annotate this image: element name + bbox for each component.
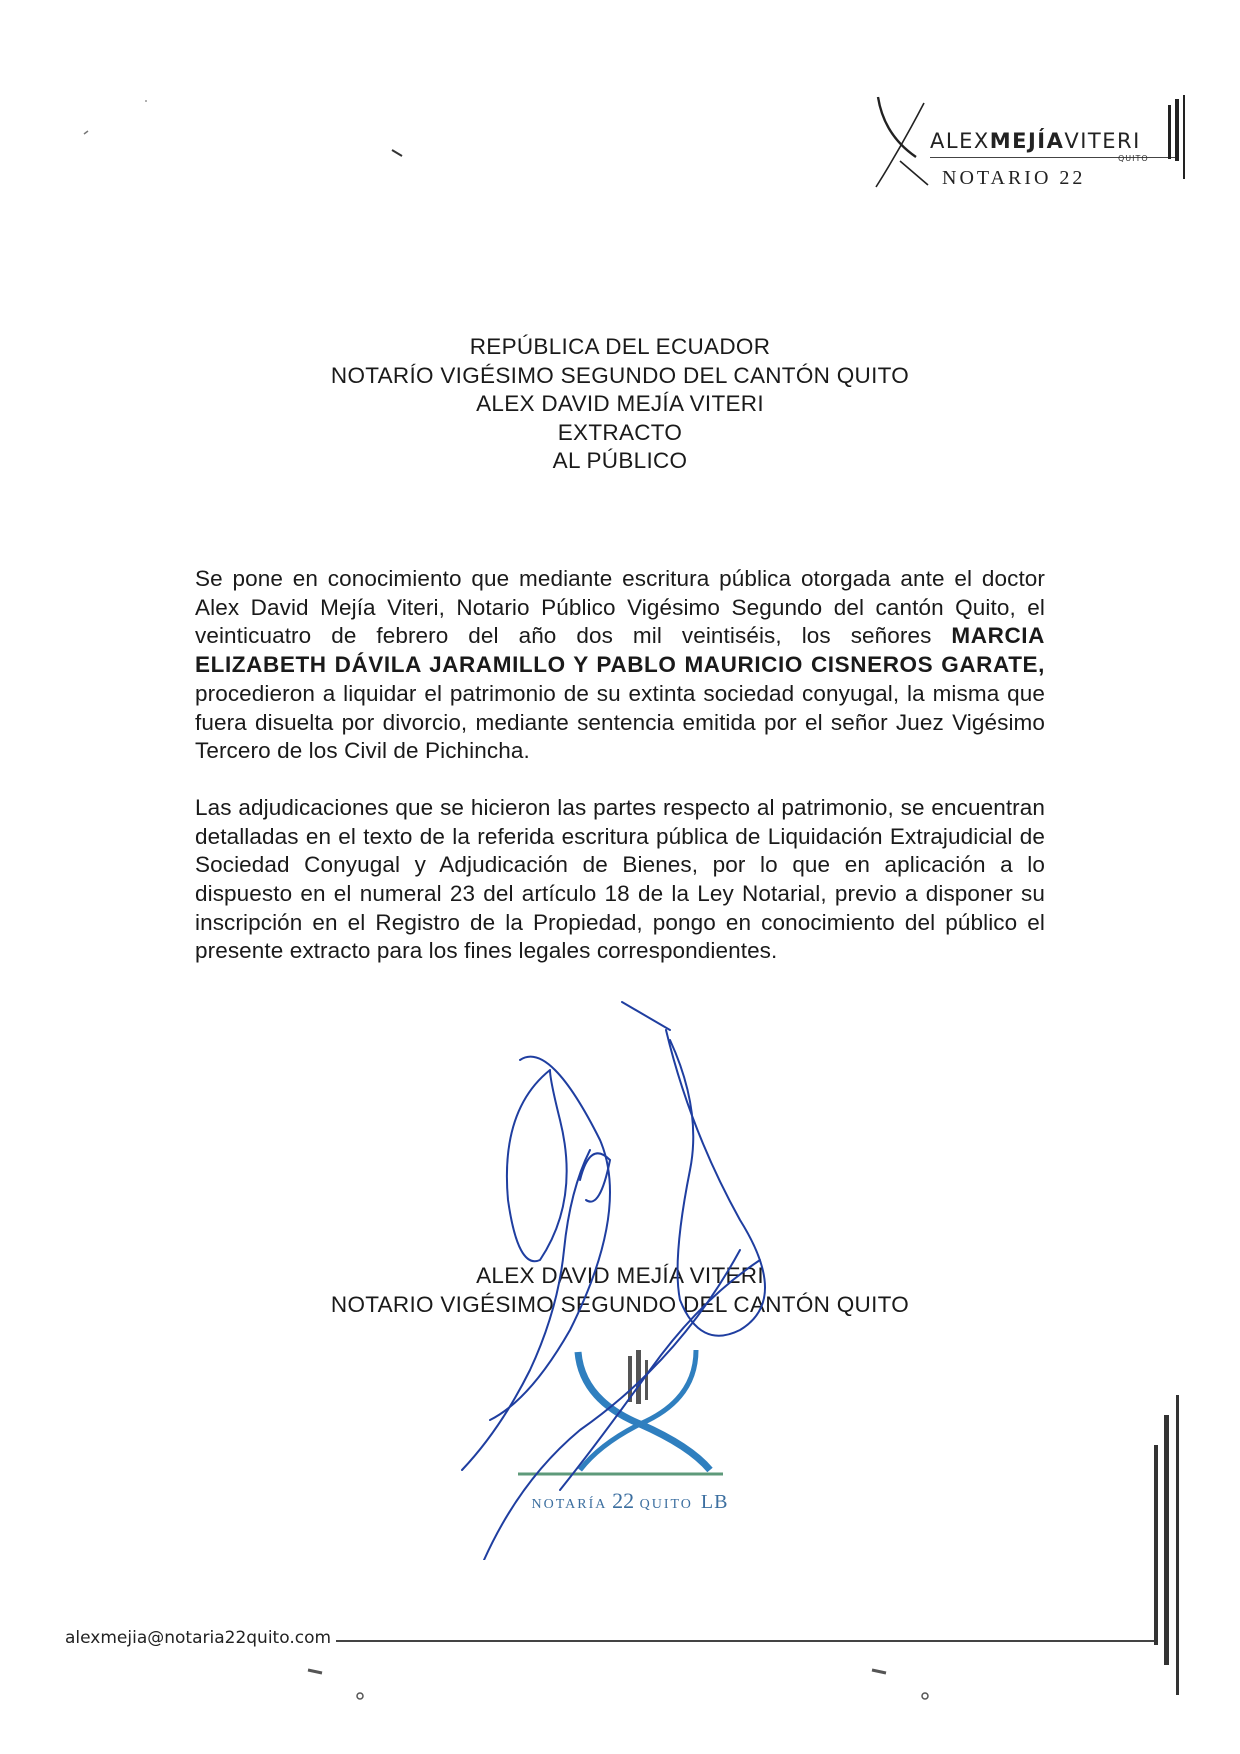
document-title — [200, 333, 1040, 476]
seal-text: NOTARÍA 22 QUITO LB — [531, 1488, 729, 1513]
signatory-name: ALEX DAVID MEJÍA VITERI — [476, 1263, 764, 1288]
title-document-type: EXTRACTO — [557, 419, 683, 445]
logo-notary-number: NOTARIO 22 — [942, 167, 1086, 189]
title-notary-office: NOTARÍO VIGÉSIMO SEGUNDO DEL CANTÓN QUITO — [330, 362, 910, 388]
title-audience: AL PÚBLICO — [552, 448, 688, 474]
notary-logo — [870, 95, 1190, 195]
document-body — [195, 565, 1045, 994]
paragraph-2: Las adjudicaciones que se hicieron las partes respecto al patrimonio, se encuentran detalladas en el texto de la referida escritura pública de Liquidación Extrajudicial de Sociedad Conyugal y Adjudicación de Bienes, por lo que en aplicación a lo dispuesto en el numeral 23 del artículo 18 de la Ley Notarial, previo a disponer su inscripción en el Registro de la Propiedad, pongo en conocimiento del público el presente extracto para los fines legales correspondientes. — [195, 794, 1045, 964]
logo-city: QUITO — [1118, 154, 1149, 163]
signatory-role: NOTARIO VIGÉSIMO SEGUNDO DEL CANTÓN QUITO — [330, 1291, 910, 1317]
bars-logo-icon — [1162, 95, 1192, 185]
footer-email: alexmejia@notaria22quito.com — [65, 1628, 332, 1648]
logo-name: ALEXMEJÍAVITERI — [930, 129, 1141, 153]
handwritten-signature — [440, 1000, 860, 1560]
footer-bars-icon — [1150, 1395, 1190, 1695]
title-notary-name: ALEX DAVID MEJÍA VITERI — [476, 391, 764, 417]
paragraph-1: Se pone en conocimiento que mediante escritura pública otorgada ante el doctor Alex David Mejía Viteri, Notario Público Vigésimo Segundo del cantón Quito, el veinticuatro de febrero del año dos mil veintiséis, los señores MARCIA ELIZABETH DÁVILA JARAMILLO Y PABLO MAURICIO CISNEROS GARATE, procedieron a liquidar el patrimonio de su extinta sociedad conyugal, la misma que fuera disuelta por divorcio, mediante sentencia emitida por el señor Juez Vigésimo Tercero de los Civil de Pichincha. — [195, 566, 1045, 764]
footer-rule — [336, 1640, 1158, 1642]
parties-names: MARCIA ELIZABETH DÁVILA JARAMILLO Y PABLO MAURICIO CISNEROS GARATE, — [195, 623, 1045, 678]
title-country: REPÚBLICA DEL ECUADOR — [469, 334, 771, 359]
